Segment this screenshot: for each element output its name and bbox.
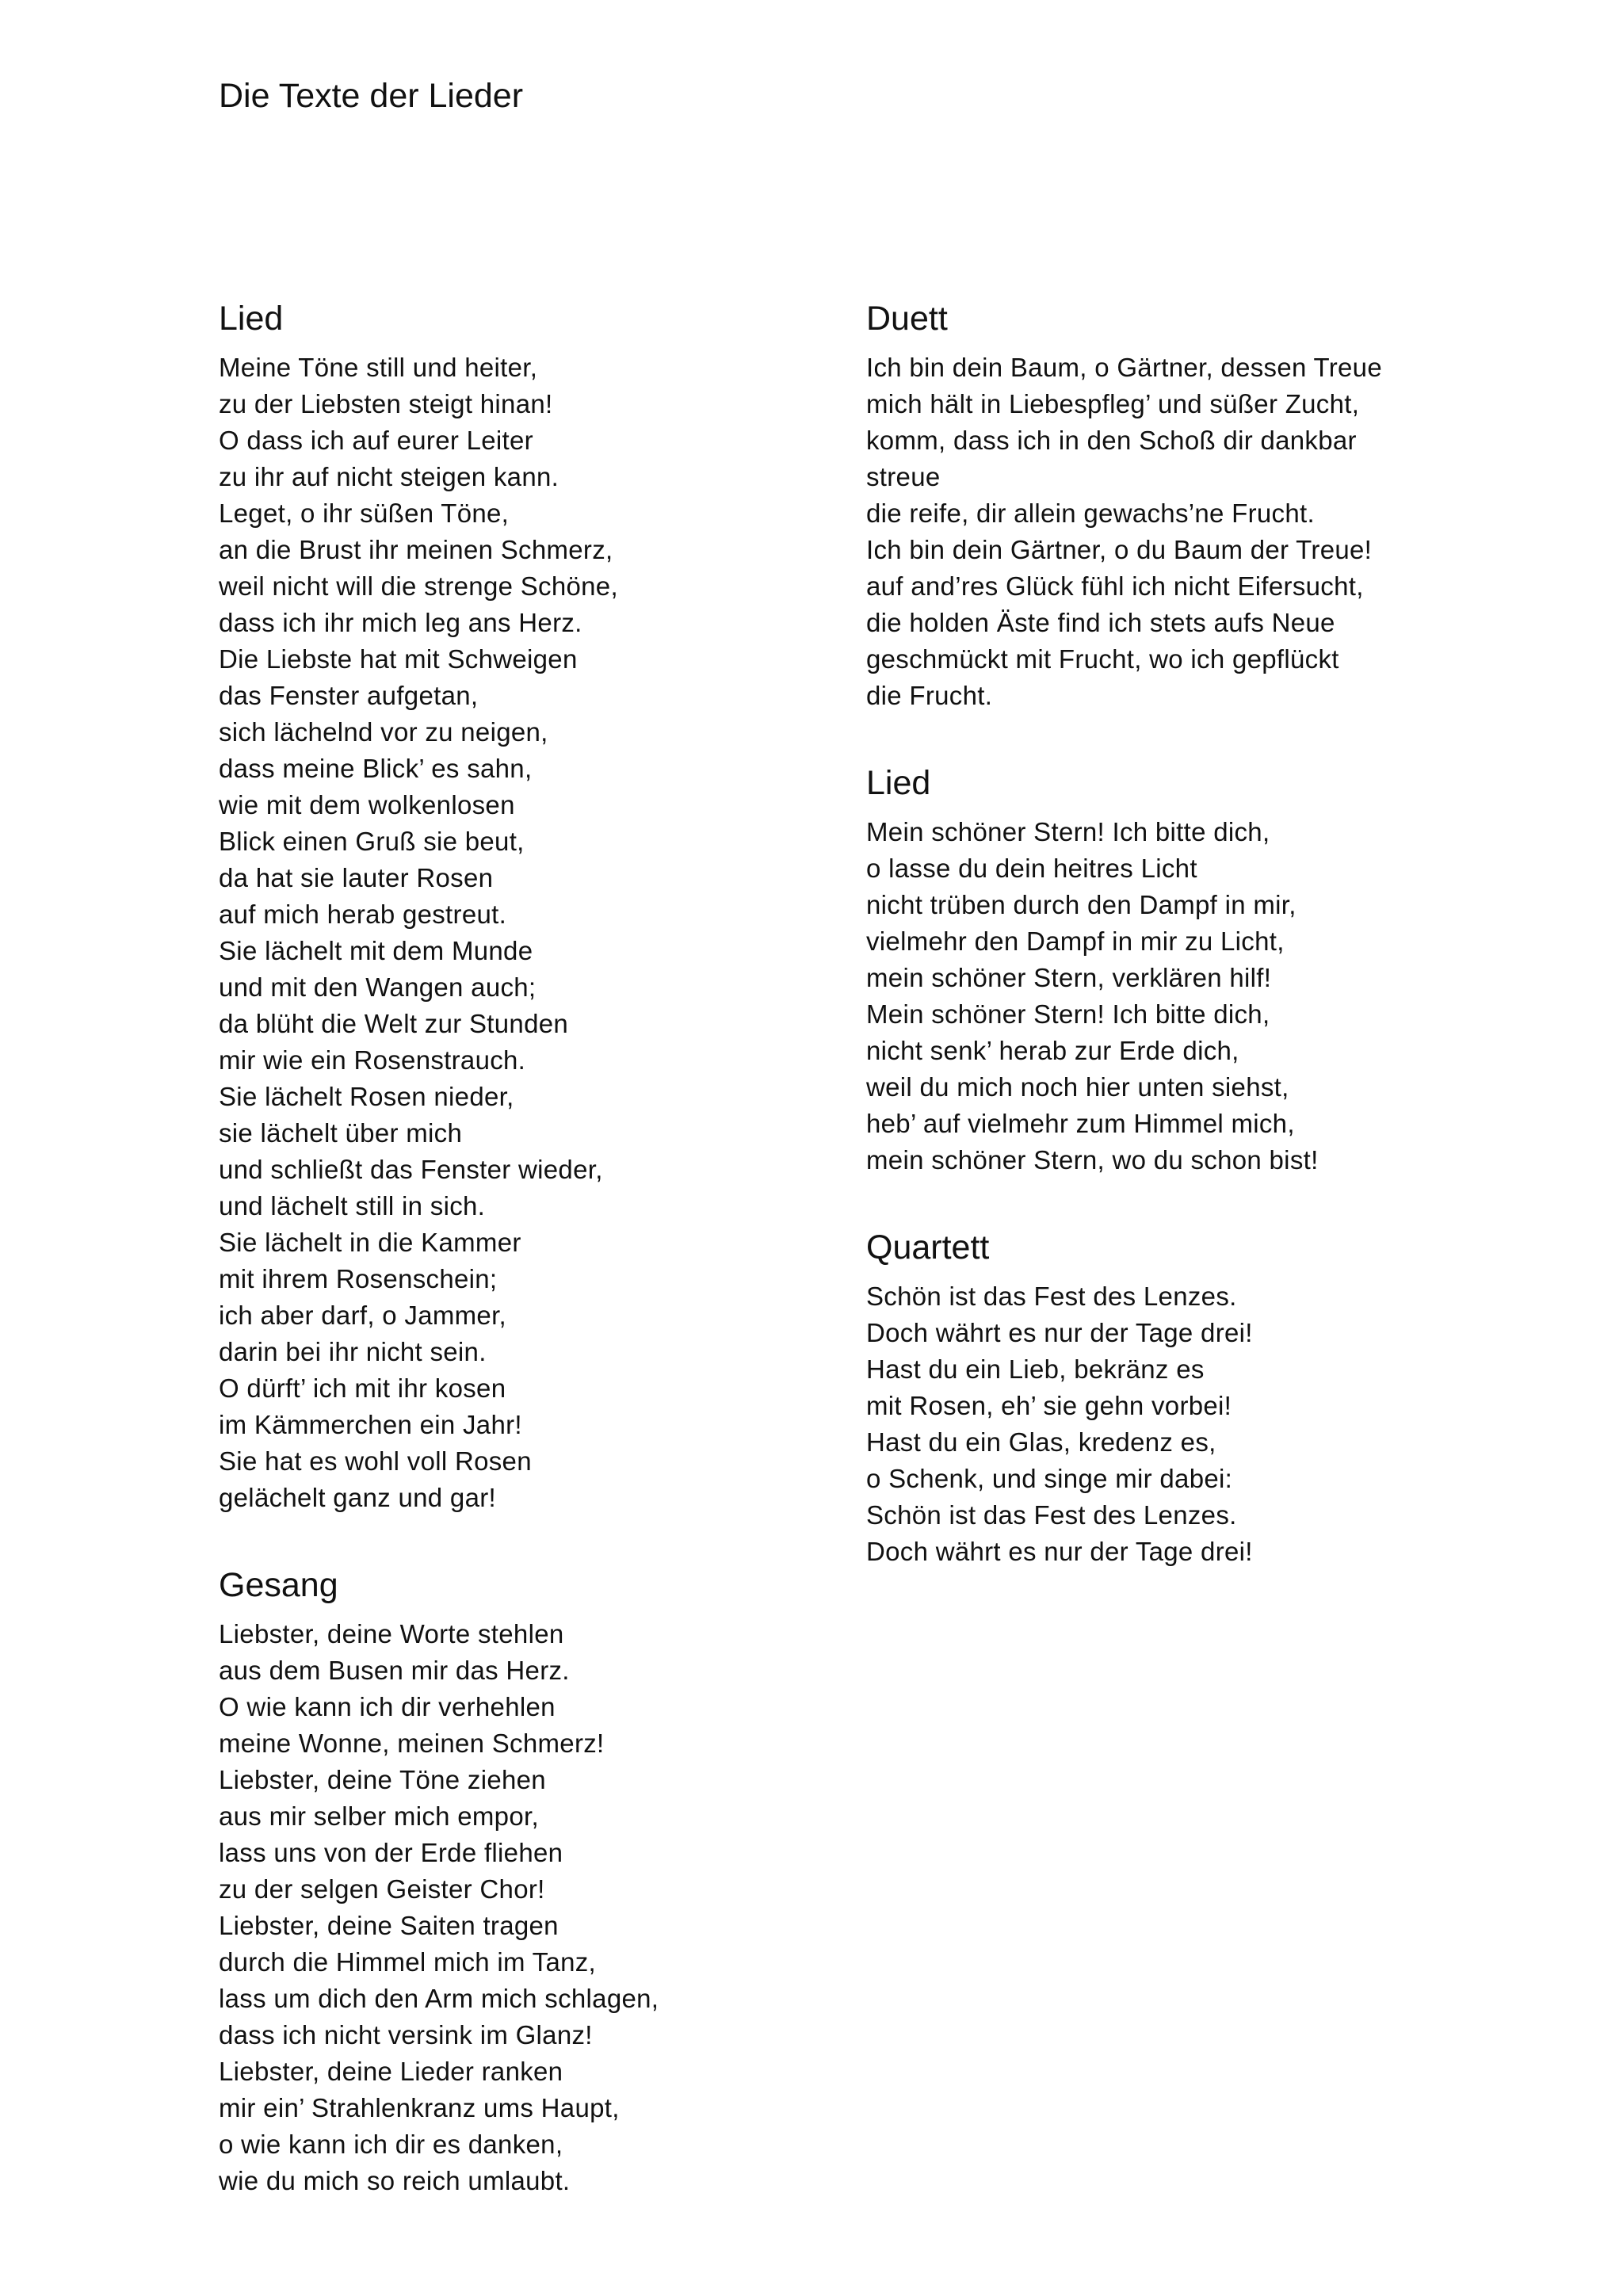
verse-line: Schön ist das Fest des Lenzes. bbox=[866, 1500, 1237, 1530]
verse-line: zu der Liebsten steigt hinan! bbox=[219, 389, 553, 418]
verse-line: o lasse du dein heitres Licht bbox=[866, 854, 1197, 883]
verse-line: sie lächelt über mich bbox=[219, 1118, 463, 1148]
song-lied bbox=[219, 299, 837, 1516]
verse-line: zu ihr auf nicht steigen kann. bbox=[219, 462, 559, 491]
song-verse bbox=[866, 350, 1564, 714]
verse-line: Die Liebste hat mit Schweigen bbox=[219, 644, 578, 674]
verse-line: streue bbox=[866, 462, 941, 491]
verse-line: o Schenk, und singe mir dabei: bbox=[866, 1464, 1233, 1493]
verse-line: mich hält in Liebespfleg’ und süßer Zucht, bbox=[866, 389, 1360, 418]
song-verse bbox=[866, 1278, 1564, 1570]
verse-line: Ich bin dein Gärtner, o du Baum der Treue! bbox=[866, 535, 1373, 564]
verse-line: mein schöner Stern, wo du schon bist! bbox=[866, 1145, 1319, 1175]
verse-line: dass ich ihr mich leg ans Herz. bbox=[219, 608, 582, 637]
verse-line: nicht senk’ herab zur Erde dich, bbox=[866, 1036, 1239, 1065]
verse-line: und mit den Wangen auch; bbox=[219, 972, 537, 1002]
verse-line: gelächelt ganz und gar! bbox=[219, 1483, 496, 1512]
verse-line: Liebster, deine Saiten tragen bbox=[219, 1911, 559, 1940]
verse-line: lass um dich den Arm mich schlagen, bbox=[219, 1984, 659, 2013]
song-duett bbox=[866, 299, 1564, 714]
verse-line: aus dem Busen mir das Herz. bbox=[219, 1656, 570, 1685]
verse-line: auf and’res Glück fühl ich nicht Eifersucht, bbox=[866, 571, 1364, 601]
verse-line: weil nicht will die strenge Schöne, bbox=[219, 571, 618, 601]
verse-line: Sie hat es wohl voll Rosen bbox=[219, 1446, 532, 1476]
song-quartett bbox=[866, 1228, 1564, 1570]
verse-line: Sie lächelt mit dem Munde bbox=[219, 936, 533, 965]
verse-line: durch die Himmel mich im Tanz, bbox=[219, 1947, 597, 1977]
verse-line: Liebster, deine Worte stehlen bbox=[219, 1619, 564, 1648]
verse-line: im Kämmerchen ein Jahr! bbox=[219, 1410, 522, 1439]
verse-line: die Frucht. bbox=[866, 681, 993, 710]
verse-line: Mein schöner Stern! Ich bitte dich, bbox=[866, 817, 1270, 846]
verse-line: Liebster, deine Lieder ranken bbox=[219, 2057, 563, 2086]
song-title: Quartett bbox=[866, 1228, 990, 1266]
song-verse bbox=[219, 350, 837, 1516]
verse-line: Meine Töne still und heiter, bbox=[219, 353, 538, 382]
verse-line: mit ihrem Rosenschein; bbox=[219, 1264, 498, 1293]
verse-line: mir wie ein Rosenstrauch. bbox=[219, 1045, 526, 1075]
verse-line: vielmehr den Dampf in mir zu Licht, bbox=[866, 926, 1285, 956]
verse-line: mein schöner Stern, verklären hilf! bbox=[866, 963, 1272, 992]
verse-line: Hast du ein Lieb, bekränz es bbox=[866, 1354, 1205, 1384]
page-title: Die Texte der Lieder bbox=[219, 77, 524, 115]
verse-line: an die Brust ihr meinen Schmerz, bbox=[219, 535, 613, 564]
verse-line: Schön ist das Fest des Lenzes. bbox=[866, 1282, 1237, 1311]
verse-line: lass uns von der Erde fliehen bbox=[219, 1838, 563, 1867]
verse-line: dass ich nicht versink im Glanz! bbox=[219, 2020, 593, 2050]
verse-line: weil du mich noch hier unten siehst, bbox=[866, 1072, 1289, 1102]
song-verse bbox=[866, 814, 1564, 1179]
verse-line: O dürft’ ich mit ihr kosen bbox=[219, 1373, 506, 1403]
right-column bbox=[866, 299, 1564, 1619]
verse-line: die reife, dir allein gewachs’ne Frucht. bbox=[866, 499, 1315, 528]
song-title: Duett bbox=[866, 300, 948, 338]
verse-line: Doch währt es nur der Tage drei! bbox=[866, 1318, 1253, 1347]
verse-line: sich lächelnd vor zu neigen, bbox=[219, 717, 548, 747]
verse-line: geschmückt mit Frucht, wo ich gepflückt bbox=[866, 644, 1339, 674]
verse-line: mit Rosen, eh’ sie gehn vorbei! bbox=[866, 1391, 1232, 1420]
verse-line: die holden Äste find ich stets aufs Neue bbox=[866, 608, 1335, 637]
verse-line: Leget, o ihr süßen Töne, bbox=[219, 499, 510, 528]
verse-line: das Fenster aufgetan, bbox=[219, 681, 479, 710]
verse-line: darin bei ihr nicht sein. bbox=[219, 1337, 487, 1366]
verse-line: Mein schöner Stern! Ich bitte dich, bbox=[866, 999, 1270, 1029]
verse-line: nicht trüben durch den Dampf in mir, bbox=[866, 890, 1296, 919]
verse-line: wie mit dem wolkenlosen bbox=[219, 790, 515, 819]
verse-line: zu der selgen Geister Chor! bbox=[219, 1874, 545, 1904]
verse-line: ich aber darf, o Jammer, bbox=[219, 1301, 507, 1330]
verse-line: dass meine Blick’ es sahn, bbox=[219, 754, 533, 783]
verse-line: heb’ auf vielmehr zum Himmel mich, bbox=[866, 1109, 1295, 1138]
verse-line: komm, dass ich in den Schoß dir dankbar bbox=[866, 426, 1357, 455]
verse-line: Sie lächelt in die Kammer bbox=[219, 1228, 521, 1257]
verse-line: o wie kann ich dir es danken, bbox=[219, 2130, 563, 2159]
verse-line: da blüht die Welt zur Stunden bbox=[219, 1009, 569, 1038]
song-verse bbox=[219, 1616, 837, 2199]
verse-line: Blick einen Gruß sie beut, bbox=[219, 827, 525, 856]
verse-line: Liebster, deine Töne ziehen bbox=[219, 1765, 546, 1794]
verse-line: Doch währt es nur der Tage drei! bbox=[866, 1537, 1253, 1566]
verse-line: meine Wonne, meinen Schmerz! bbox=[219, 1729, 605, 1758]
verse-line: da hat sie lauter Rosen bbox=[219, 863, 494, 892]
verse-line: O wie kann ich dir verhehlen bbox=[219, 1692, 556, 1721]
song-gesang bbox=[219, 1565, 837, 2199]
song-title: Lied bbox=[866, 764, 931, 802]
verse-line: O dass ich auf eurer Leiter bbox=[219, 426, 533, 455]
verse-line: aus mir selber mich empor, bbox=[219, 1801, 539, 1831]
verse-line: auf mich herab gestreut. bbox=[219, 900, 507, 929]
song-title: Lied bbox=[219, 300, 284, 338]
song-title: Gesang bbox=[219, 1566, 338, 1604]
verse-line: Hast du ein Glas, kredenz es, bbox=[866, 1427, 1216, 1457]
verse-line: und lächelt still in sich. bbox=[219, 1191, 486, 1221]
left-column bbox=[219, 299, 837, 2248]
verse-line: wie du mich so reich umlaubt. bbox=[219, 2166, 571, 2195]
song-lied bbox=[866, 763, 1564, 1179]
verse-line: und schließt das Fenster wieder, bbox=[219, 1155, 603, 1184]
verse-line: mir ein’ Strahlenkranz ums Haupt, bbox=[219, 2093, 620, 2122]
verse-line: Ich bin dein Baum, o Gärtner, dessen Treue bbox=[866, 353, 1382, 382]
verse-line: Sie lächelt Rosen nieder, bbox=[219, 1082, 514, 1111]
